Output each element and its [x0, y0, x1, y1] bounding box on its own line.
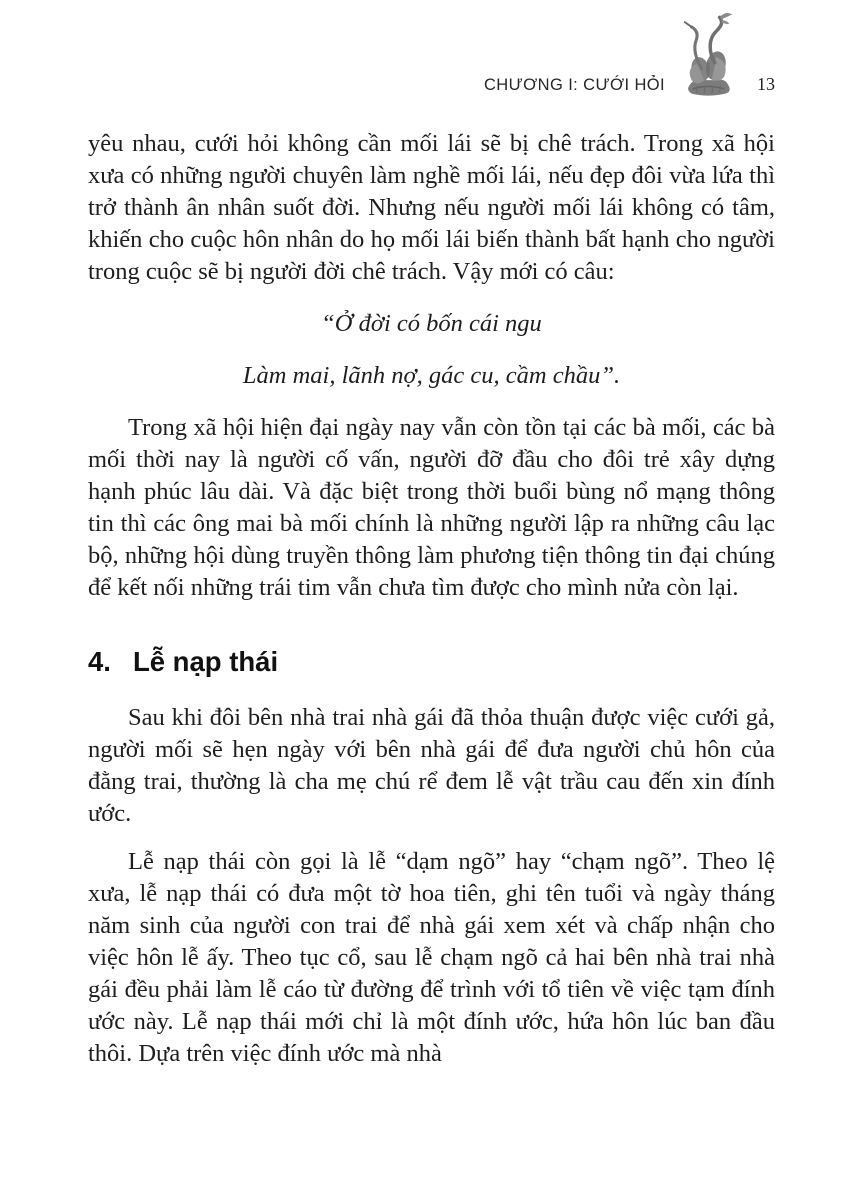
- section-number: 4.: [88, 646, 111, 677]
- paragraph-continuation: yêu nhau, cưới hỏi không cần mối lái sẽ bị chê trách. Trong xã hội xưa có những người chuyên làm nghề mối lái, nếu đẹp đôi vừa lứa thì trở thành ân nhân suốt đời. Nhưng nếu người mối lái không có tâm, khiến cho cuộc hôn nhân do họ mối lái biến thành bất hạnh cho người trong cuộc sẽ bị người đời chê trách. Vậy mới có câu:: [88, 130, 775, 285]
- section-heading: [88, 646, 775, 678]
- paragraph-le-nap-thai-detail: Lễ nạp thái còn gọi là lễ “dạm ngõ” hay “chạm ngõ”. Theo lệ xưa, lễ nạp thái có đưa một tờ hoa tiên, ghi tên tuổi và ngày tháng năm sinh của người con trai để nhà gái xem xét và chấp nhận cho việc hôn lễ ấy. Theo tục cổ, sau lễ chạm ngõ cả hai bên nhà trai nhà gái đều phải làm lễ cáo từ đường để trình với tổ tiên về việc tạm đính ước này. Lễ nạp thái mới chỉ là một đính ước, hứa hôn lúc ban đầu thôi. Dựa trên việc đính ước mà nhà: [88, 848, 775, 1067]
- paragraph-modern-matchmakers: Trong xã hội hiện đại ngày nay vẫn còn tồn tại các bà mối, các bà mối thời nay là người cố vấn, người đỡ đầu cho đôi trẻ xây dựng hạnh phúc lâu dài. Và đặc biệt trong thời buổi bùng nổ mạng thông tin thì các ông mai bà mối chính là những người lập ra những câu lạc bộ, những hội dùng truyền thông làm phương tiện thông tin đại chúng để kết nối những trái tim vẫn chưa tìm được cho mình nửa còn lại.: [88, 414, 775, 601]
- paragraph-le-nap-thai-intro: Sau khi đôi bên nhà trai nhà gái đã thỏa thuận được việc cưới gả, người mối sẽ hẹn ngày với bên nhà gái để đưa người chủ hôn của đằng trai, thường là cha mẹ chú rể đem lễ vật trầu cau đến xin đính ước.: [88, 704, 775, 827]
- page-body: [88, 128, 775, 1070]
- crane-statue-icon: [679, 12, 737, 98]
- chapter-title: CHƯƠNG I: CƯỚI HỎI: [483, 76, 665, 94]
- quote-line-1: “Ở đời có bốn cái ngu: [321, 310, 542, 337]
- quote-line-2: Làm mai, lãnh nợ, gác cu, cầm chầu”.: [242, 362, 621, 389]
- section-title: Lễ nạp thái: [132, 646, 279, 677]
- page-number: 13: [757, 74, 775, 94]
- page-header: [88, 0, 775, 98]
